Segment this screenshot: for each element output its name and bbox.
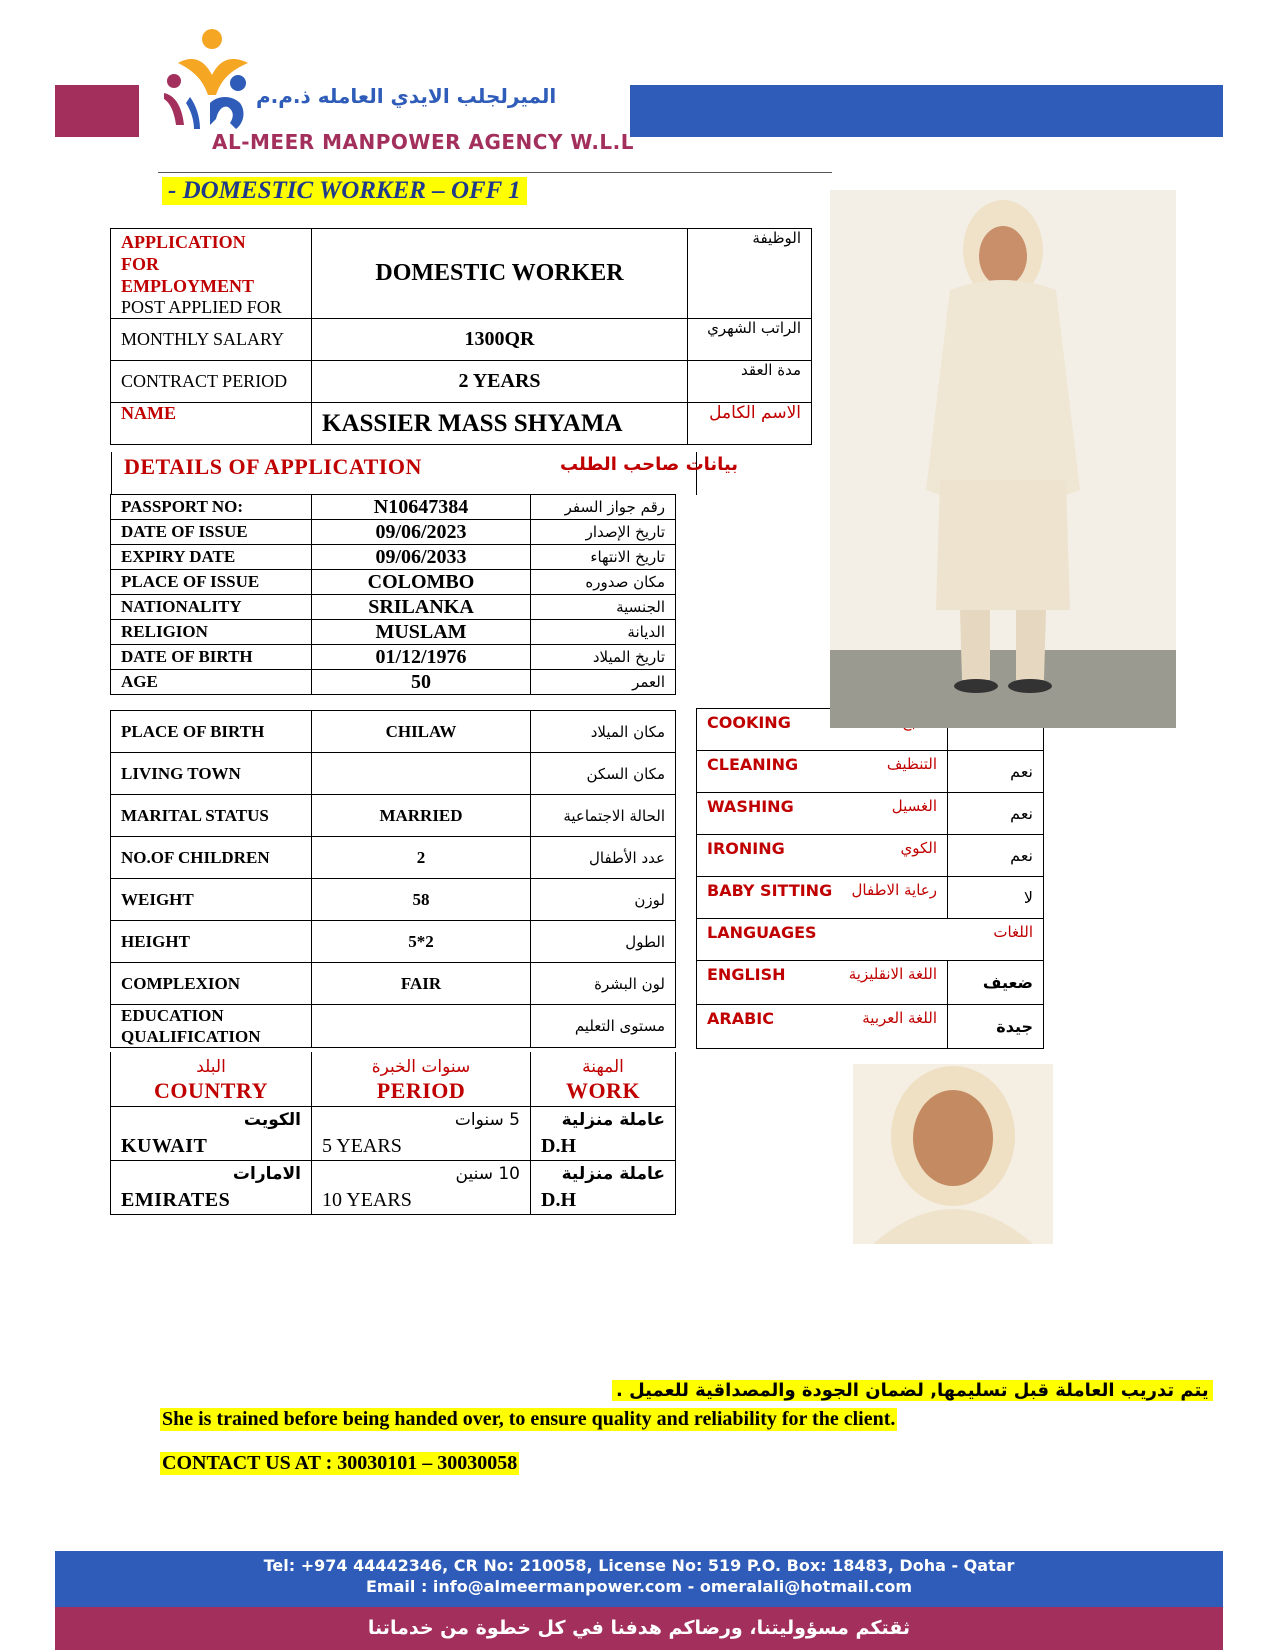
experience-header-cell <box>312 1052 531 1106</box>
field-label: PLACE OF ISSUE <box>111 570 312 595</box>
footer-slogan: ثقتكم مسؤوليتنا، ورضاكم هدفنا في كل خطوة من خدماتنا <box>55 1607 1223 1650</box>
field-label: NO.OF CHILDREN <box>111 837 312 879</box>
logo-english-text: AL-MEER MANPOWER AGENCY W.L.L <box>212 130 635 154</box>
languages-title: LANGUAGES <box>707 923 817 942</box>
skill-arabic-label: الكوي <box>900 839 937 857</box>
post-arabic-label: الوظيفة <box>688 229 812 319</box>
application-label-3: EMPLOYMENT <box>121 276 254 296</box>
experience-row <box>111 1106 676 1160</box>
experience-period-arabic: 10 سنين <box>455 1164 520 1184</box>
experience-header-english: WORK <box>565 1077 641 1103</box>
languages-title-arabic: اللغات <box>993 923 1033 941</box>
field-value: 01/12/1976 <box>312 645 531 670</box>
experience-country-arabic: الكويت <box>243 1110 301 1130</box>
field-arabic-label: عدد الأطفال <box>531 837 676 879</box>
language-label: ENGLISH <box>707 965 786 984</box>
field-value: 58 <box>312 879 531 921</box>
field-value <box>312 753 531 795</box>
field-value: N10647384 <box>312 495 531 520</box>
field-value: MUSLAM <box>312 620 531 645</box>
field-arabic-label: الطول <box>531 921 676 963</box>
field-row <box>111 711 676 753</box>
field-label: AGE <box>111 670 312 695</box>
field-row <box>111 645 676 670</box>
experience-country-cell <box>111 1106 312 1160</box>
contract-arabic-label: مدة العقد <box>688 361 812 403</box>
field-label: EXPIRY DATE <box>111 545 312 570</box>
field-value <box>312 1005 531 1048</box>
field-value: MARRIED <box>312 795 531 837</box>
field-row <box>111 670 676 695</box>
experience-period-cell <box>312 1160 531 1214</box>
experience-header-cell <box>111 1052 312 1106</box>
field-value: 2 <box>312 837 531 879</box>
application-summary-table <box>110 228 812 445</box>
field-row <box>111 1005 676 1048</box>
skill-row <box>697 793 1044 835</box>
languages-header <box>697 919 1044 961</box>
salary-value: 1300QR <box>312 319 688 361</box>
experience-work-arabic: عاملة منزلية <box>561 1110 665 1130</box>
details-title: DETAILS OF APPLICATION <box>124 454 422 479</box>
skill-row <box>697 835 1044 877</box>
field-value: 5*2 <box>312 921 531 963</box>
contract-value: 2 YEARS <box>312 361 688 403</box>
salary-arabic-label: الراتب الشهري <box>688 319 812 361</box>
skill-label: COOKING <box>707 713 791 732</box>
field-value: SRILANKA <box>312 595 531 620</box>
experience-period-arabic: 5 سنوات <box>454 1110 520 1130</box>
experience-country: KUWAIT <box>121 1135 208 1157</box>
skill-cell <box>697 835 948 877</box>
field-arabic-label: مكان الميلاد <box>531 711 676 753</box>
skill-arabic-label: التنظيف <box>886 755 937 773</box>
experience-header-english: COUNTRY <box>154 1077 268 1103</box>
field-label: NATIONALITY <box>111 595 312 620</box>
field-value: 09/06/2033 <box>312 545 531 570</box>
field-label: PLACE OF BIRTH <box>111 711 312 753</box>
experience-work: D.H <box>541 1135 576 1157</box>
footer-phone-line: Tel: +974 44442346, CR No: 210058, License No: 519 P.O. Box: 18483, Doha - Qatar <box>263 1556 1015 1575</box>
field-label: EDUCATION QUALIFICATION <box>111 1005 312 1048</box>
field-arabic-label: تاريخ الانتهاء <box>531 545 676 570</box>
experience-work: D.H <box>541 1189 576 1211</box>
field-label: PASSPORT NO: <box>111 495 312 520</box>
field-arabic-label: الحالة الاجتماعية <box>531 795 676 837</box>
field-label: WEIGHT <box>111 879 312 921</box>
footer-email-line: Email : info@almeermanpower.com - omeralali@hotmail.com <box>366 1577 912 1596</box>
experience-work-arabic: عاملة منزلية <box>561 1164 665 1184</box>
field-arabic-label: تاريخ الميلاد <box>531 645 676 670</box>
languages-header-row <box>697 919 1044 961</box>
personal-details-table-2 <box>110 710 676 1048</box>
experience-table <box>110 1052 676 1215</box>
field-row <box>111 837 676 879</box>
skill-answer: نعم <box>948 793 1044 835</box>
skill-answer: لا <box>948 877 1044 919</box>
experience-header-arabic: البلد <box>196 1056 226 1077</box>
experience-header-english: PERIOD <box>376 1077 466 1103</box>
skill-row <box>697 751 1044 793</box>
field-value: CHILAW <box>312 711 531 753</box>
field-label: LIVING TOWN <box>111 753 312 795</box>
field-row <box>111 570 676 595</box>
field-value: FAIR <box>312 963 531 1005</box>
skill-row <box>697 877 1044 919</box>
skill-arabic-label: رعاية الاطفال <box>851 881 937 899</box>
skill-label: CLEANING <box>707 755 799 774</box>
logo-arabic-text: الميرلجلب الايدي العامله ذ.م.م <box>256 84 557 108</box>
experience-work-cell <box>531 1106 676 1160</box>
personal-details-table <box>110 494 676 695</box>
post-value: DOMESTIC WORKER <box>312 229 688 319</box>
language-cell <box>697 1005 948 1049</box>
contact-line: CONTACT US AT : 30030101 – 30030058 <box>162 1452 518 1474</box>
training-note-english: She is trained before being handed over, to ensure quality and reliability for the client. <box>162 1408 896 1430</box>
contract-label: CONTRACT PERIOD <box>111 361 312 403</box>
portrait-photo <box>853 1064 1053 1244</box>
field-arabic-label: العمر <box>531 670 676 695</box>
header-left-bar <box>55 85 139 137</box>
experience-country-arabic: الامارات <box>232 1164 301 1184</box>
field-arabic-label: الجنسية <box>531 595 676 620</box>
header-right-bar <box>630 85 1223 137</box>
field-label: DATE OF BIRTH <box>111 645 312 670</box>
field-row <box>111 620 676 645</box>
field-row <box>111 595 676 620</box>
field-row <box>111 921 676 963</box>
post-applied-label: POST APPLIED FOR <box>121 297 282 317</box>
field-label: DATE OF ISSUE <box>111 520 312 545</box>
skills-table <box>696 708 1044 1049</box>
skill-answer: نعم <box>948 835 1044 877</box>
field-row <box>111 795 676 837</box>
experience-header-row <box>111 1052 676 1106</box>
experience-work-cell <box>531 1160 676 1214</box>
experience-period: 5 YEARS <box>322 1135 402 1157</box>
skill-arabic-label: الغسيل <box>891 797 937 815</box>
skill-answer: نعم <box>948 751 1044 793</box>
field-arabic-label: مكان صدوره <box>531 570 676 595</box>
application-label-2: FOR <box>121 254 159 274</box>
field-arabic-label: الديانة <box>531 620 676 645</box>
salary-label: MONTHLY SALARY <box>111 319 312 361</box>
skill-cell <box>697 793 948 835</box>
experience-country-cell <box>111 1160 312 1214</box>
field-row <box>111 520 676 545</box>
field-arabic-label: لون البشرة <box>531 963 676 1005</box>
field-row <box>111 545 676 570</box>
skill-label: WASHING <box>707 797 794 816</box>
field-value: COLOMBO <box>312 570 531 595</box>
experience-row <box>111 1160 676 1214</box>
field-arabic-label: مستوى التعليم <box>531 1005 676 1048</box>
field-row <box>111 495 676 520</box>
language-row <box>697 1005 1044 1049</box>
field-value: 50 <box>312 670 531 695</box>
experience-header-arabic: المهنة <box>582 1056 624 1077</box>
field-row <box>111 753 676 795</box>
name-arabic-label: الاسم الكامل <box>688 403 812 445</box>
field-arabic-label: رقم جواز السفر <box>531 495 676 520</box>
full-body-photo <box>830 190 1176 728</box>
field-arabic-label: تاريخ الإصدار <box>531 520 676 545</box>
language-cell <box>697 961 948 1005</box>
language-arabic-label: اللغة العربية <box>862 1009 937 1027</box>
field-row <box>111 879 676 921</box>
document-title: - DOMESTIC WORKER – OFF 1 <box>162 177 527 205</box>
field-label: RELIGION <box>111 620 312 645</box>
field-label: MARITAL STATUS <box>111 795 312 837</box>
name-value: KASSIER MASS SHYAMA <box>312 403 688 445</box>
field-arabic-label: مكان السكن <box>531 753 676 795</box>
language-arabic-label: اللغة الانقليزية <box>848 965 937 983</box>
language-level: ضعيف <box>948 961 1044 1005</box>
training-note-arabic: يتم تدريب العاملة قبل تسليمها, لضمان الجودة والمصداقية للعميل . <box>612 1380 1213 1401</box>
application-label-1: APPLICATION <box>121 232 246 252</box>
experience-country: EMIRATES <box>121 1189 231 1211</box>
skill-cell <box>697 751 948 793</box>
experience-header-arabic: سنوات الخبرة <box>371 1056 471 1077</box>
details-title-arabic: بيانات صاحب الطلب <box>560 454 739 475</box>
skill-label: IRONING <box>707 839 785 858</box>
footer-contact-bar <box>55 1551 1223 1607</box>
field-arabic-label: لوزن <box>531 879 676 921</box>
experience-header-cell <box>531 1052 676 1106</box>
experience-period: 10 YEARS <box>322 1189 412 1211</box>
field-label: HEIGHT <box>111 921 312 963</box>
skill-cell <box>697 877 948 919</box>
language-level: جيدة <box>948 1005 1044 1049</box>
language-label: ARABIC <box>707 1009 774 1028</box>
field-row <box>111 963 676 1005</box>
skill-label: BABY SITTING <box>707 881 833 900</box>
header-divider <box>158 172 832 173</box>
name-label: NAME <box>111 403 312 445</box>
field-label: COMPLEXION <box>111 963 312 1005</box>
field-value: 09/06/2023 <box>312 520 531 545</box>
experience-period-cell <box>312 1106 531 1160</box>
language-row <box>697 961 1044 1005</box>
